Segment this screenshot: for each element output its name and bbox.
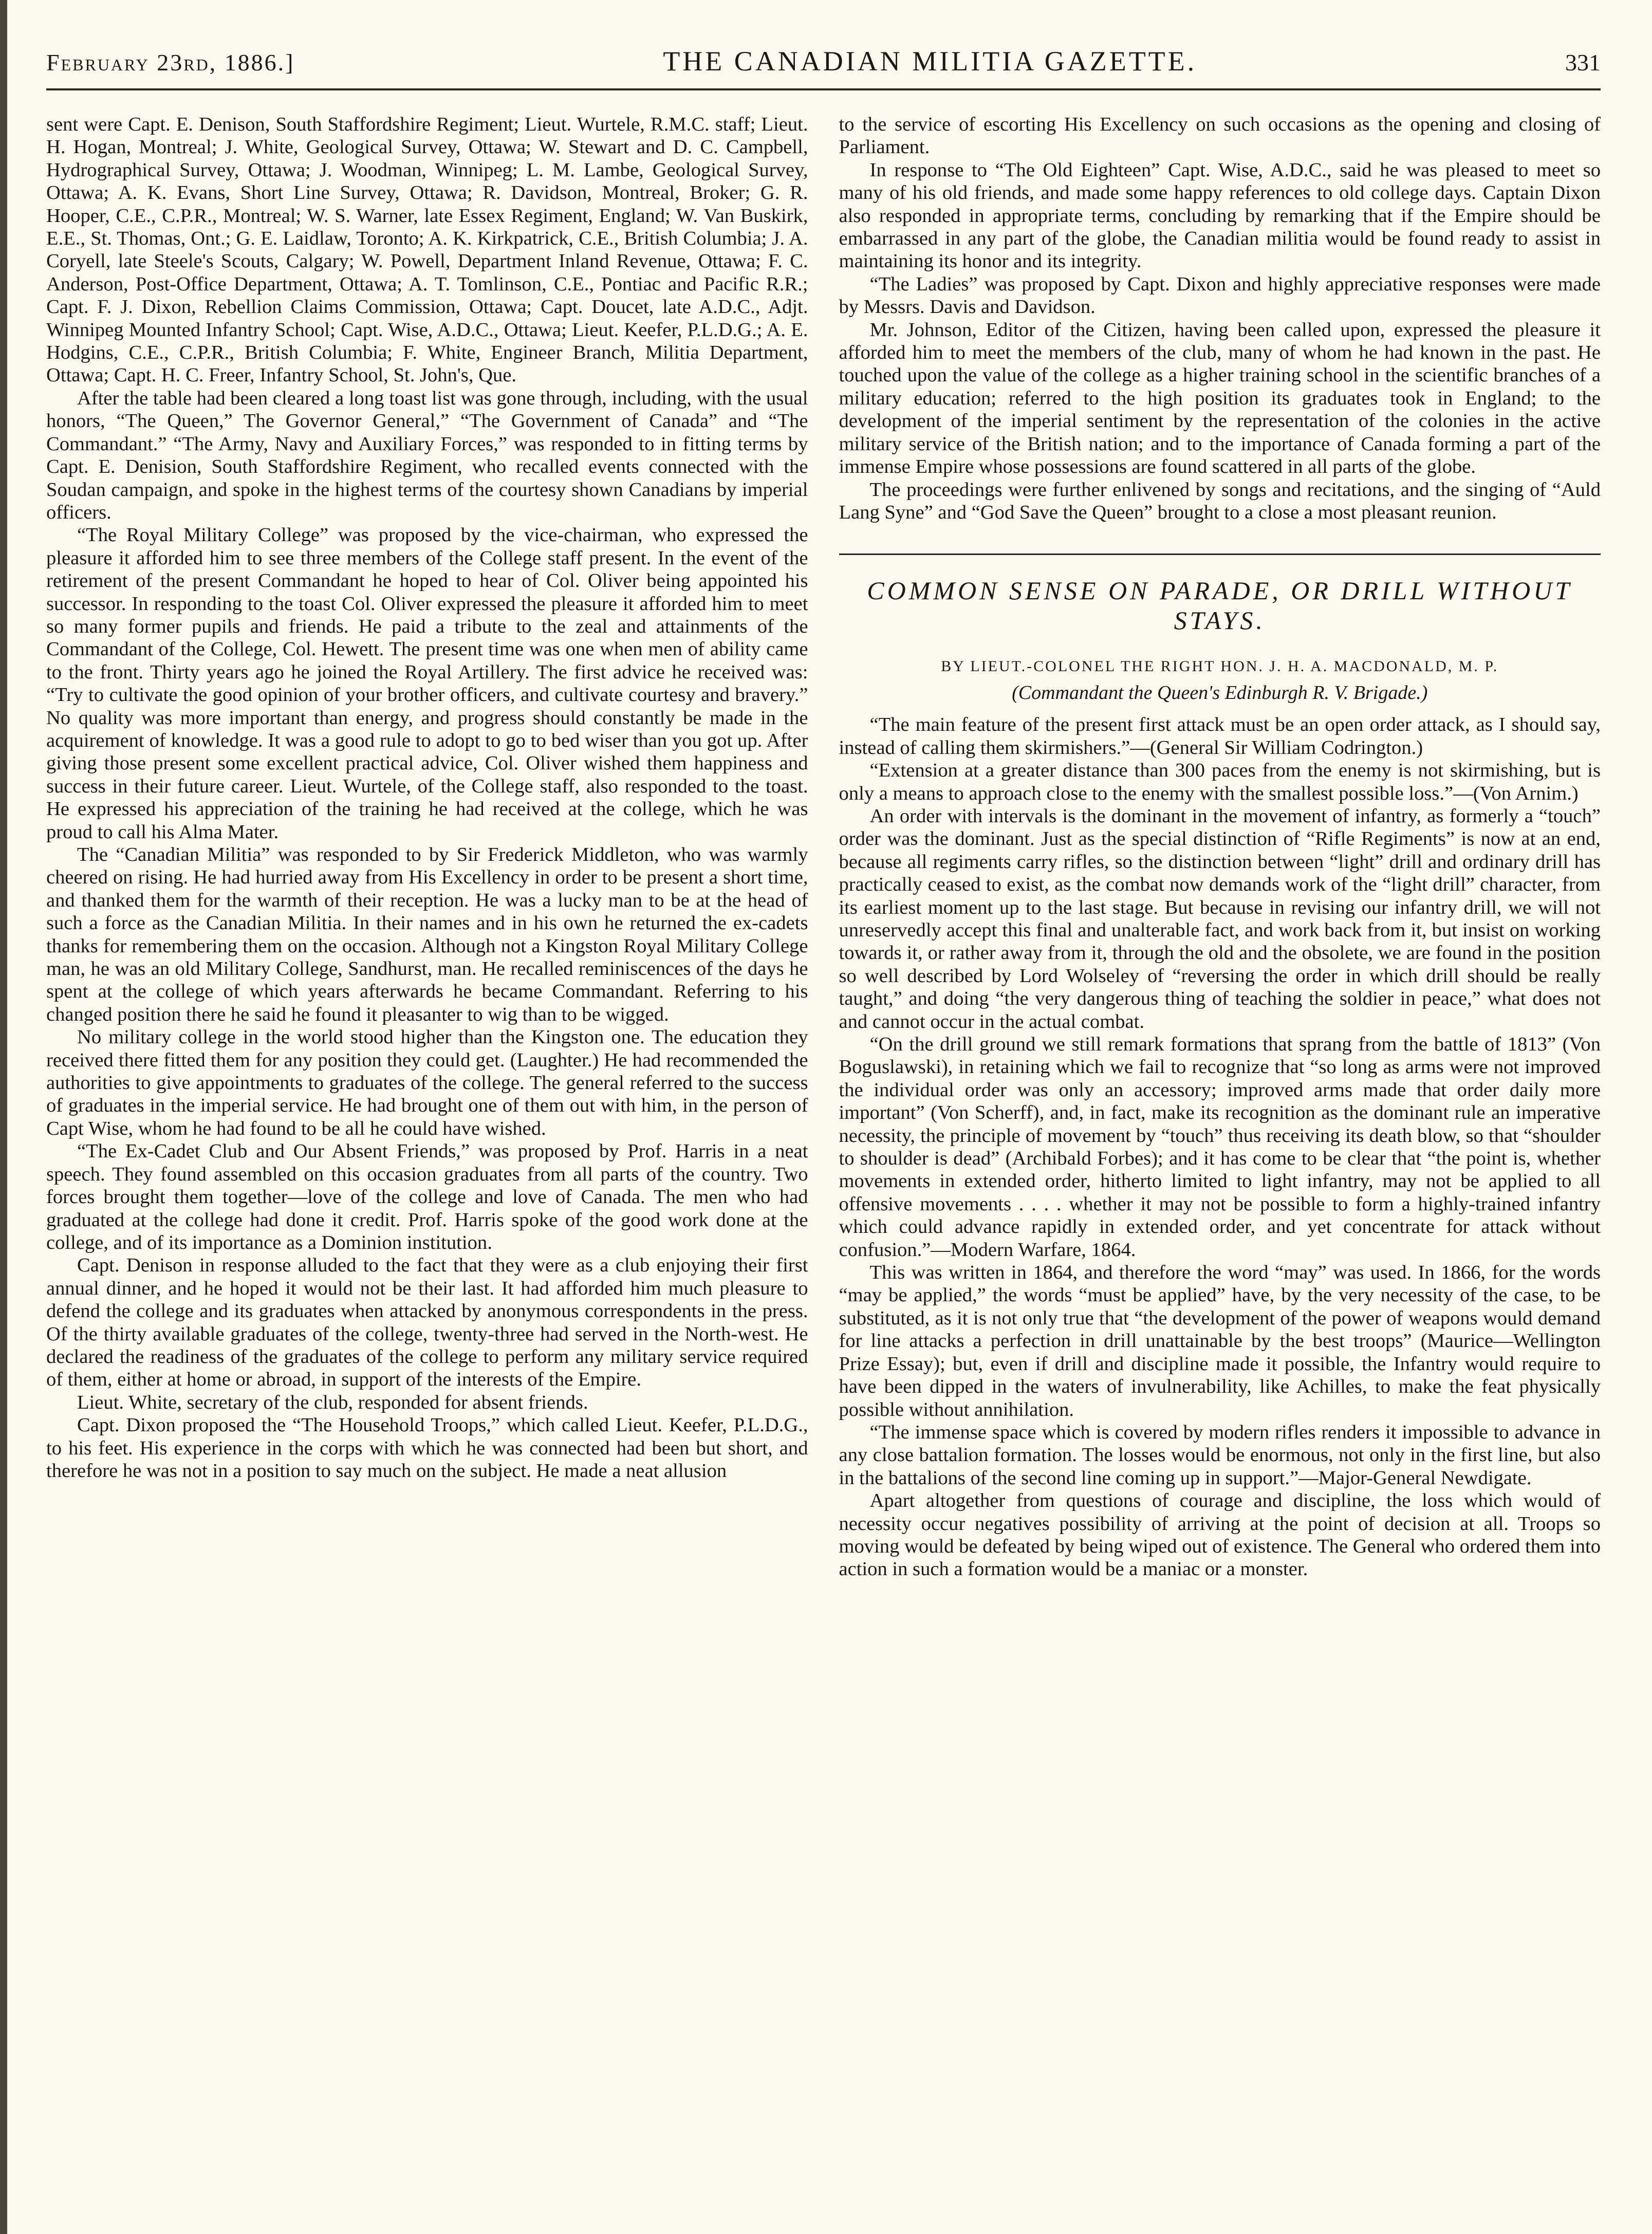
paragraph: “The Ex-Cadet Club and Our Absent Friends,” was proposed by Prof. Harris in a neat speech. They found assembled on this occasion graduates from all parts of the country. Two forces brought them together—love of the college and love of Canada. The men who had graduated at the college had done it credit. Prof. Harris spoke of the good work done at the college, and of its importance as a Dominion institution.	[46, 1140, 808, 1253]
paragraph: Apart altogether from questions of courage and discipline, the loss which would of necessity occur negatives possibility of arriving at the point of decision at all. Troops so moving would be defeated by being wiped out of existence. The General who ordered them into action in such a formation would be a maniac or a monster.	[839, 1490, 1601, 1580]
paragraph: “The Royal Military College” was proposed by the vice-chairman, who expressed the pleasure it afforded him to see three members of the College staff present. In the event of the retirement of the present Commandant he hoped to hear of Col. Oliver being appointed his successor. In responding to the toast Col. Oliver expressed the pleasure it afforded him to meet so many former pupils and friends. He paid a tribute to the zeal and attainments of the Commandant of the College, Col. Hewett. The present time was one when men of ability came to the front. Thirty years ago he joined the Royal Artillery. The first advice he received was: “Try to cultivate the good opinion of your brother officers, and cultivate courtesy and bravery.” No quality was more important than energy, and progress should constantly be made in the acquirement of knowledge. It was a good rule to adopt to go to bed wiser than you got up. After giving those present some excellent practical advice, Col. Oliver wished them happiness and success in their future career. Lieut. Wurtele, of the College staff, also responded to the toast. He expressed his appreciation of the training he had received at the college, which he was proud to call his Alma Mater.	[46, 524, 808, 843]
text-columns	[46, 113, 1601, 1581]
article-title: COMMON SENSE ON PARADE, OR DRILL WITHOUT STAYS.	[867, 576, 1573, 635]
paragraph: The “Canadian Militia” was responded to by Sir Frederick Middleton, who was warmly cheered on rising. He had hurried away from His Excellency in order to be present a short time, and thanked them for the warmth of their reception. He was a lucky man to be at the head of such a force as the Canadian Militia. In their names and in his own he returned the ex-cadets thanks for remembering them on the occasion. Although not a Kingston Royal Military College man, he was an old Military College, Sandhurst, man. He recalled reminiscences of the days he spent at the college of which years afterwards he became Commandant. Referring to his changed position there he said he found it pleasanter to wig than to be wigged.	[46, 844, 808, 1025]
paragraph: “On the drill ground we still remark formations that sprang from the battle of 1813” (Von Boguslawski), in retaining which we fail to recognize that “so long as arms were not improved the individual order was only an accessory; improved arms made that order daily more important” (Von Scherff), and, in fact, make its recognition as the dominant rule an imperative necessity, the principle of movement by “touch” thus receiving its death blow, so that “shoulder to shoulder is dead” (Archibald Forbes); and it has come to be clear that “the point is, whether movements in extended order, hitherto limited to light infantry, may not be applied to all offensive movements . . . . whether it may not be possible to form a highly-trained infantry which could advance rapidly in extended order, and yet concentrate for attack without confusion.”—Modern Warfare, 1864.	[839, 1033, 1601, 1261]
paragraph: Mr. Johnson, Editor of the Citizen, having been called upon, expressed the pleasure it afforded him to meet the members of the club, many of whom he had known in the past. He touched upon the value of the college as a higher training school in the scientific branches of a military education; referred to the high position its graduates took in England; to the development of the imperial sentiment by the representation of the colonies in the active military service of the British nation; and to the importance of Canada forming a part of the immense Empire whose possessions are found scattered in all parts of the globe.	[839, 319, 1601, 478]
issue-date: February 23rd, 1886.]	[46, 49, 295, 76]
publication-title: THE CANADIAN MILITIA GAZETTE.	[663, 46, 1197, 77]
section-divider	[839, 553, 1601, 555]
article-affiliation: (Commandant the Queen's Edinburgh R. V. Brigade.)	[1012, 682, 1428, 704]
paragraph: “The main feature of the present first attack must be an open order attack, as I should say, instead of calling them skirmishers.”—(General Sir William Codrington.)	[839, 714, 1601, 759]
paragraph: The proceedings were further enlivened by songs and recitations, and the singing of “Auld Lang Syne” and “God Save the Queen” brought to a close a most pleasant reunion.	[839, 478, 1601, 523]
paragraph: sent were Capt. E. Denison, South Staffordshire Regiment; Lieut. Wurtele, R.M.C. staff; Lieut. H. Hogan, Montreal; J. White, Geological Survey, Ottawa; W. Stewart and D. C. Campbell, Hydrographical Survey, Ottawa; J. Woodman, Winnipeg; L. M. Lambe, Geological Survey, Ottawa; A. K. Evans, Short Line Survey, Ottawa; R. Davidson, Montreal, Broker; G. R. Hooper, C.E., C.P.R., Montreal; W. S. Warner, late Essex Regiment, England; W. Van Buskirk, E.E., St. Thomas, Ont.; G. E. Laidlaw, Toronto; A. K. Kirkpatrick, C.E., British Columbia; J. A. Coryell, late Steele's Scouts, Calgary; W. Powell, Department Inland Revenue, Ottawa; F. C. Anderson, Post-Office Department, Ottawa; A. T. Tomlinson, C.E., Pontiac and Pacific R.R.; Capt. F. J. Dixon, Rebellion Claims Commission, Ottawa; Capt. Doucet, late A.D.C., Adjt. Winnipeg Mounted Infantry School; Capt. Wise, A.D.C., Ottawa; Lieut. Keefer, P.L.D.G.; A. E. Hodgins, C.E., C.P.R., British Columbia; F. White, Engineer Branch, Militia Department, Ottawa; Capt. H. C. Freer, Infantry School, St. John's, Que.	[46, 114, 808, 386]
paragraph: This was written in 1864, and therefore the word “may” was used. In 1866, for the words “may be applied,” the words “must be applied” have, by the very necessity of the case, to be substituted, as it is not only true that “the development of the power of weapons would demand for line attacks a perfection in drill unattainable by the best troops” (Maurice—Wellington Prize Essay); but, even if drill and discipline made it possible, the Infantry would require to have been dipped in the waters of invulnerability, like Achilles, to make the feat physically possible without annihilation.	[839, 1262, 1601, 1420]
article-byline: BY LIEUT.-COLONEL THE RIGHT HON. J. H. A. MACDONALD, M. P.	[941, 658, 1499, 675]
paragraph: Lieut. White, secretary of the club, responded for absent friends.	[77, 1391, 588, 1413]
paragraph: Capt. Denison in response alluded to the fact that they were as a club enjoying their first annual dinner, and he hoped it would not be their last. It had afforded him much pleasure to defend the college and its graduates when attacked by anonymous correspondents in the press. Of the thirty available graduates of the college, twenty-three had served in the North-west. He declared the readiness of the graduates of the college to perform any military service required of them, either at home or abroad, in support of the interests of the Empire.	[46, 1254, 808, 1391]
paragraph: “The Ladies” was proposed by Capt. Dixon and highly appreciative responses were made by Messrs. Davis and Davidson.	[839, 273, 1601, 318]
paragraph: to the service of escorting His Excellency on such occasions as the opening and closing of Parliament.	[839, 114, 1601, 158]
paragraph: After the table had been cleared a long toast list was gone through, including, with the usual honors, “The Queen,” The Governor General,” “The Government of Canada” and “The Commandant.” “The Army, Navy and Auxiliary Forces,” was responded to in fitting terms by Capt. E. Denision, South Staffordshire Regiment, who recalled events connected with the Soudan campaign, and spoke in the highest terms of the courtesy shown Canadians by imperial officers.	[46, 387, 808, 523]
left-column	[46, 113, 808, 1581]
paragraph: “The immense space which is covered by modern rifles renders it impossible to advance in any close battalion formation. The losses would be enormous, not only in the first line, but also in the battalions of the second line coming up in support.”—Major-General Newdigate.	[839, 1421, 1601, 1489]
paragraph: No military college in the world stood higher than the Kingston one. The education they received there fitted them for any position they could get. (Laughter.) He had recommended the authorities to give appointments to graduates of the college. The general referred to the success of graduates in the imperial service. He had brought one of them out with him, in the person of Capt Wise, whom he had found to be all he could have wished.	[46, 1026, 808, 1139]
page-number: 331	[1565, 49, 1601, 76]
right-column	[839, 113, 1601, 1581]
scan-edge	[0, 0, 7, 2234]
paragraph: An order with intervals is the dominant in the movement of infantry, as formerly a “touch” order was the dominant. Just as the special distinction of “Rifle Regiments” is now at an end, because all regiments carry rifles, so the distinction between “light” drill and ordinary drill has practically ceased to exist, as the combat now demands work of the “light drill” character, from its earliest moment up to the last stage. But because in revising our infantry drill, we will not unreservedly accept this final and unalterable fact, and work back from it, but insist on working towards it, or rather away from it, through the old and the obsolete, we are found in the position so well described by Lord Wolseley of “reversing the order in which drill should be really taught,” and doing “the very dangerous thing of teaching the soldier in peace,” what does not and cannot occur in the actual combat.	[839, 805, 1601, 1032]
page-header	[46, 45, 1601, 90]
paragraph: “Extension at a greater distance than 300 paces from the enemy is not skirmishing, but is only a means to approach close to the enemy with the smallest possible loss.”—(Von Arnim.)	[839, 760, 1601, 804]
paragraph: In response to “The Old Eighteen” Capt. Wise, A.D.C., said he was pleased to meet so many of his old friends, and made some happy references to old college days. Captain Dixon also responded in appropriate terms, concluding by remarking that if the Empire should be embarrassed in any part of the globe, the Canadian militia would be found ready to assist in maintaining its honor and its integrity.	[839, 159, 1601, 272]
paragraph: Capt. Dixon proposed the “The Household Troops,” which called Lieut. Keefer, P.L.D.G., to his feet. His experience in the corps with which he was connected had been but short, and therefore he was not in a position to say much on the subject. He made a neat allusion	[46, 1414, 808, 1482]
